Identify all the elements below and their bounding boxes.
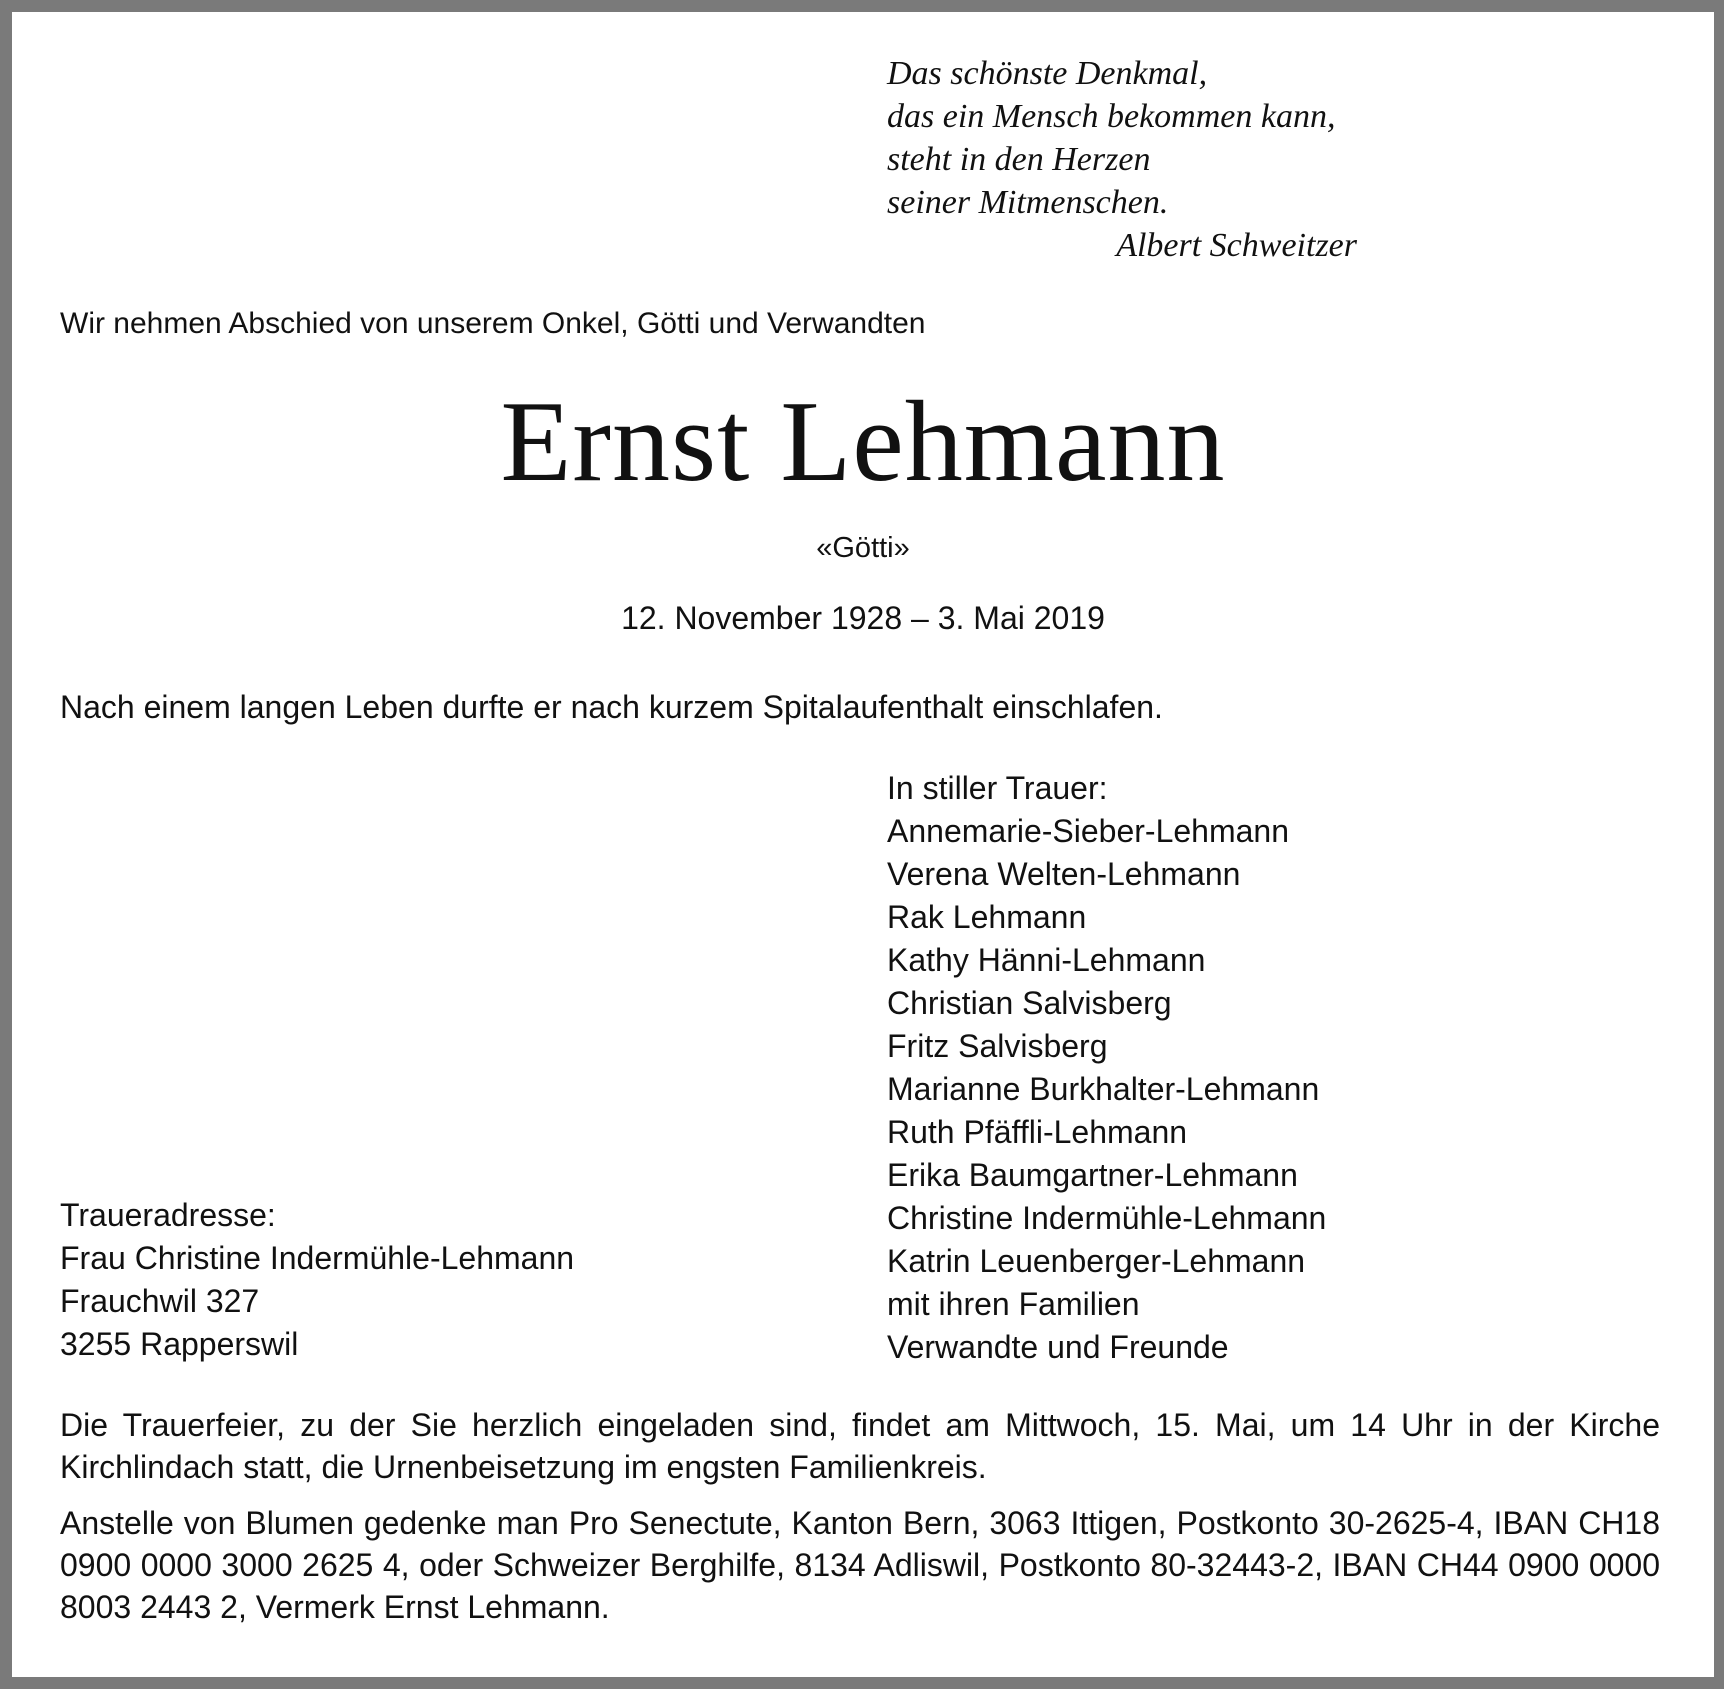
deceased-nickname: «Götti»	[816, 532, 910, 564]
mourner-name: Christian Salvisberg	[887, 985, 1172, 1021]
mourning-address	[60, 1194, 574, 1366]
passing-text: Nach einem langen Leben durfte er nach kurzem Spitalaufenthalt einschlafen.	[60, 689, 1163, 725]
quote-line: steht in den Herzen	[887, 141, 1151, 178]
intro-text: Wir nehmen Abschied von unserem Onkel, Götti und Verwandten	[60, 307, 926, 340]
quote-line: das ein Mensch bekommen kann,	[887, 98, 1336, 135]
mourner-name: Marianne Burkhalter-Lehmann	[887, 1071, 1320, 1107]
mourners-list	[887, 767, 1326, 1369]
mourner-name: Kathy Hänni-Lehmann	[887, 942, 1206, 978]
mourner-name: Ruth Pfäffli-Lehmann	[887, 1114, 1188, 1150]
address-line: Frau Christine Indermühle-Lehmann	[60, 1240, 575, 1276]
address-line: Frauchwil 327	[60, 1283, 260, 1319]
life-dates: 12. November 1928 – 3. Mai 2019	[621, 600, 1105, 636]
address-heading: Traueradresse:	[60, 1197, 276, 1233]
mourner-name: Fritz Salvisberg	[887, 1028, 1108, 1064]
obituary-page	[12, 12, 1714, 1677]
quote-block	[887, 52, 1357, 267]
deceased-name: Ernst Lehmann	[500, 378, 1226, 506]
mourner-name: Annemarie-Sieber-Lehmann	[887, 813, 1289, 849]
mourner-name: Katrin Leuenberger-Lehmann	[887, 1243, 1306, 1279]
quote-line: seiner Mitmenschen.	[887, 184, 1169, 221]
mourners-heading: In stiller Trauer:	[887, 770, 1108, 806]
mourner-name: Christine Indermühle-Lehmann	[887, 1200, 1327, 1236]
ceremony-paragraph: Die Trauerfeier, zu der Sie herzlich eingeladen sind, findet am Mittwoch, 15. Mai, um 14 Uhr in der Kirche Kirchlindach statt, die Urnenbeisetzung im engsten Familienkreis.	[60, 1407, 1660, 1485]
donations-paragraph: Anstelle von Blumen gedenke man Pro Senectute, Kanton Bern, 3063 Ittigen, Postkonto 30-2625-4, IBAN CH18 0900 0000 3000 2625 4, oder Schweizer Berghilfe, 8134 Adliswil, Postkonto 80-32443-2, IBAN CH44 0900 0000 8003 2443 2, Vermerk Ernst Lehmann.	[60, 1505, 1660, 1625]
quote-author: Albert Schweitzer	[1116, 227, 1357, 264]
mourner-name: Verena Welten-Lehmann	[887, 856, 1241, 892]
mourner-name: Erika Baumgartner-Lehmann	[887, 1157, 1298, 1193]
mourner-name: Rak Lehmann	[887, 899, 1087, 935]
quote-line: Das schönste Denkmal,	[887, 55, 1208, 92]
mourner-name: mit ihren Familien	[887, 1286, 1140, 1322]
address-line: 3255 Rapperswil	[60, 1326, 299, 1362]
mourner-name: Verwandte und Freunde	[887, 1329, 1229, 1365]
